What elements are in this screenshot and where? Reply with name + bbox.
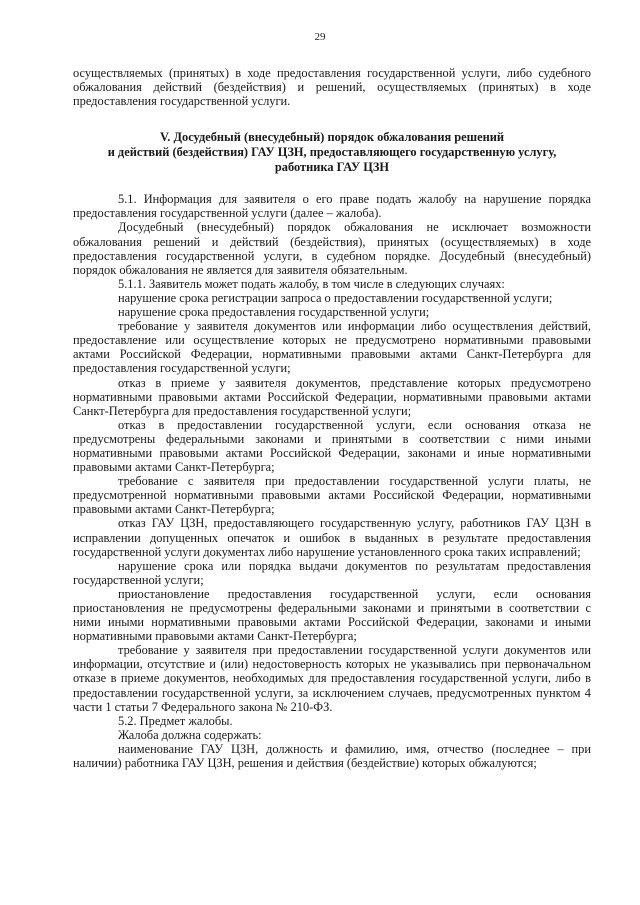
paragraph-pretrial-procedure: Досудебный (внесудебный) порядок обжалования не исключает возможности обжалования решений и действий (бездействия), принятых (осуществляемых) в ходе предоставления государственной услуги, в судебном порядке. Досудебный (внесудебный) порядок обжалования не является для заявителя обязательным. <box>73 220 591 277</box>
list-item-service-refusal: отказ в предоставлении государственной услуги, если основания отказа не предусмотрены федеральными законами и принятыми в соответствии с ними иными нормативными правовыми актами Российской Федерации, законами и иные нормативными правовыми актами Санкт-Петербурга; <box>73 417 591 475</box>
list-item-registration-deadline: нарушение срока регистрации запроса о предоставлении государственной услуги; <box>118 290 553 305</box>
paragraph-5-1: 5.1. Информация для заявителя о его праве подать жалобу на нарушение порядка предоставления государственной услуги (далее – жалоба). <box>73 192 591 221</box>
section-heading <box>73 130 591 175</box>
list-item-fee-requirement: требование с заявителя при предоставлении государственной услуги платы, не предусмотренной нормативными правовыми актами Российской Федерации, нормативными правовыми актами Санкт-Петербурга; <box>73 474 591 517</box>
list-item-service-deadline: нарушение срока предоставления государственной услуги; <box>118 305 430 320</box>
document-body <box>73 66 591 770</box>
section-heading-line-1: V. Досудебный (внесудебный) порядок обжалования решений <box>159 130 505 145</box>
list-item-missing-documents: требование у заявителя при предоставлении государственной услуги документов или информации, отсутствие и (или) недостоверность которых не указывались при первоначальном отказе в приеме документов, необходимых для предоставления государственной услуги, либо в предоставлении государственной услуги, за исключением случаев, предусмотренных пунктом 4 части 1 статьи 7 Федерального закона № 210-ФЗ. <box>73 643 591 714</box>
section-heading-line-2: и действий (бездействия) ГАУ ЦЗН, предоставляющего государственную услугу, <box>107 145 557 160</box>
paragraph-5-2: 5.2. Предмет жалобы. <box>118 713 233 728</box>
list-item-suspension: приостановление предоставления государственной услуги, если основания приостановления не предусмотрены федеральными законами и принятыми в соответствии с ними иными нормативными правовыми актами Российской Федерации, законами и иными нормативными правовыми актами Санкт-Петербурга; <box>73 586 591 644</box>
list-item-organization-name: наименование ГАУ ЦЗН, должность и фамилию, имя, отчество (последнее – при наличии) работника ГАУ ЦЗН, решения и действия (бездействие) которых обжалуются; <box>73 741 591 771</box>
list-item-document-requirement: требование у заявителя документов или информации либо осуществления действий, предоставление или осуществление которых не предусмотрено нормативными правовыми актами Российской Федерации, нормативными правовыми актами Санкт-Петербурга для предоставления государственной услуги; <box>73 319 591 376</box>
paragraph-5-1-1: 5.1.1. Заявитель может подать жалобу, в том числе в следующих случаях: <box>118 276 505 291</box>
list-item-issuance-violation: нарушение срока или порядка выдачи документов по результатам предоставления государственной услуги; <box>73 558 591 587</box>
list-item-correction-refusal: отказ ГАУ ЦЗН, предоставляющего государственную услугу, работников ГАУ ЦЗН в исправлении допущенных опечаток и ошибок в выданных в результате предоставления государственной услуги документах либо нарушение установленного срока таких исправлений; <box>73 516 591 559</box>
list-item-document-refusal: отказ в приеме у заявителя документов, представление которых предусмотрено нормативными правовыми актами Российской Федерации, нормативными правовыми актами Санкт-Петербурга для предоставления государственной услуги; <box>73 375 591 418</box>
section-heading-line-3: работника ГАУ ЦЗН <box>274 160 390 175</box>
paragraph-complaint-contents: Жалоба должна содержать: <box>118 727 262 742</box>
intro-paragraph: осуществляемых (принятых) в ходе предоставления государственной услуги, либо судебного обжалования действий (бездействия) и решений, осуществляемых (принятых) в ходе предоставления государственной услуги. <box>73 66 591 109</box>
page-number: 29 <box>314 31 326 43</box>
